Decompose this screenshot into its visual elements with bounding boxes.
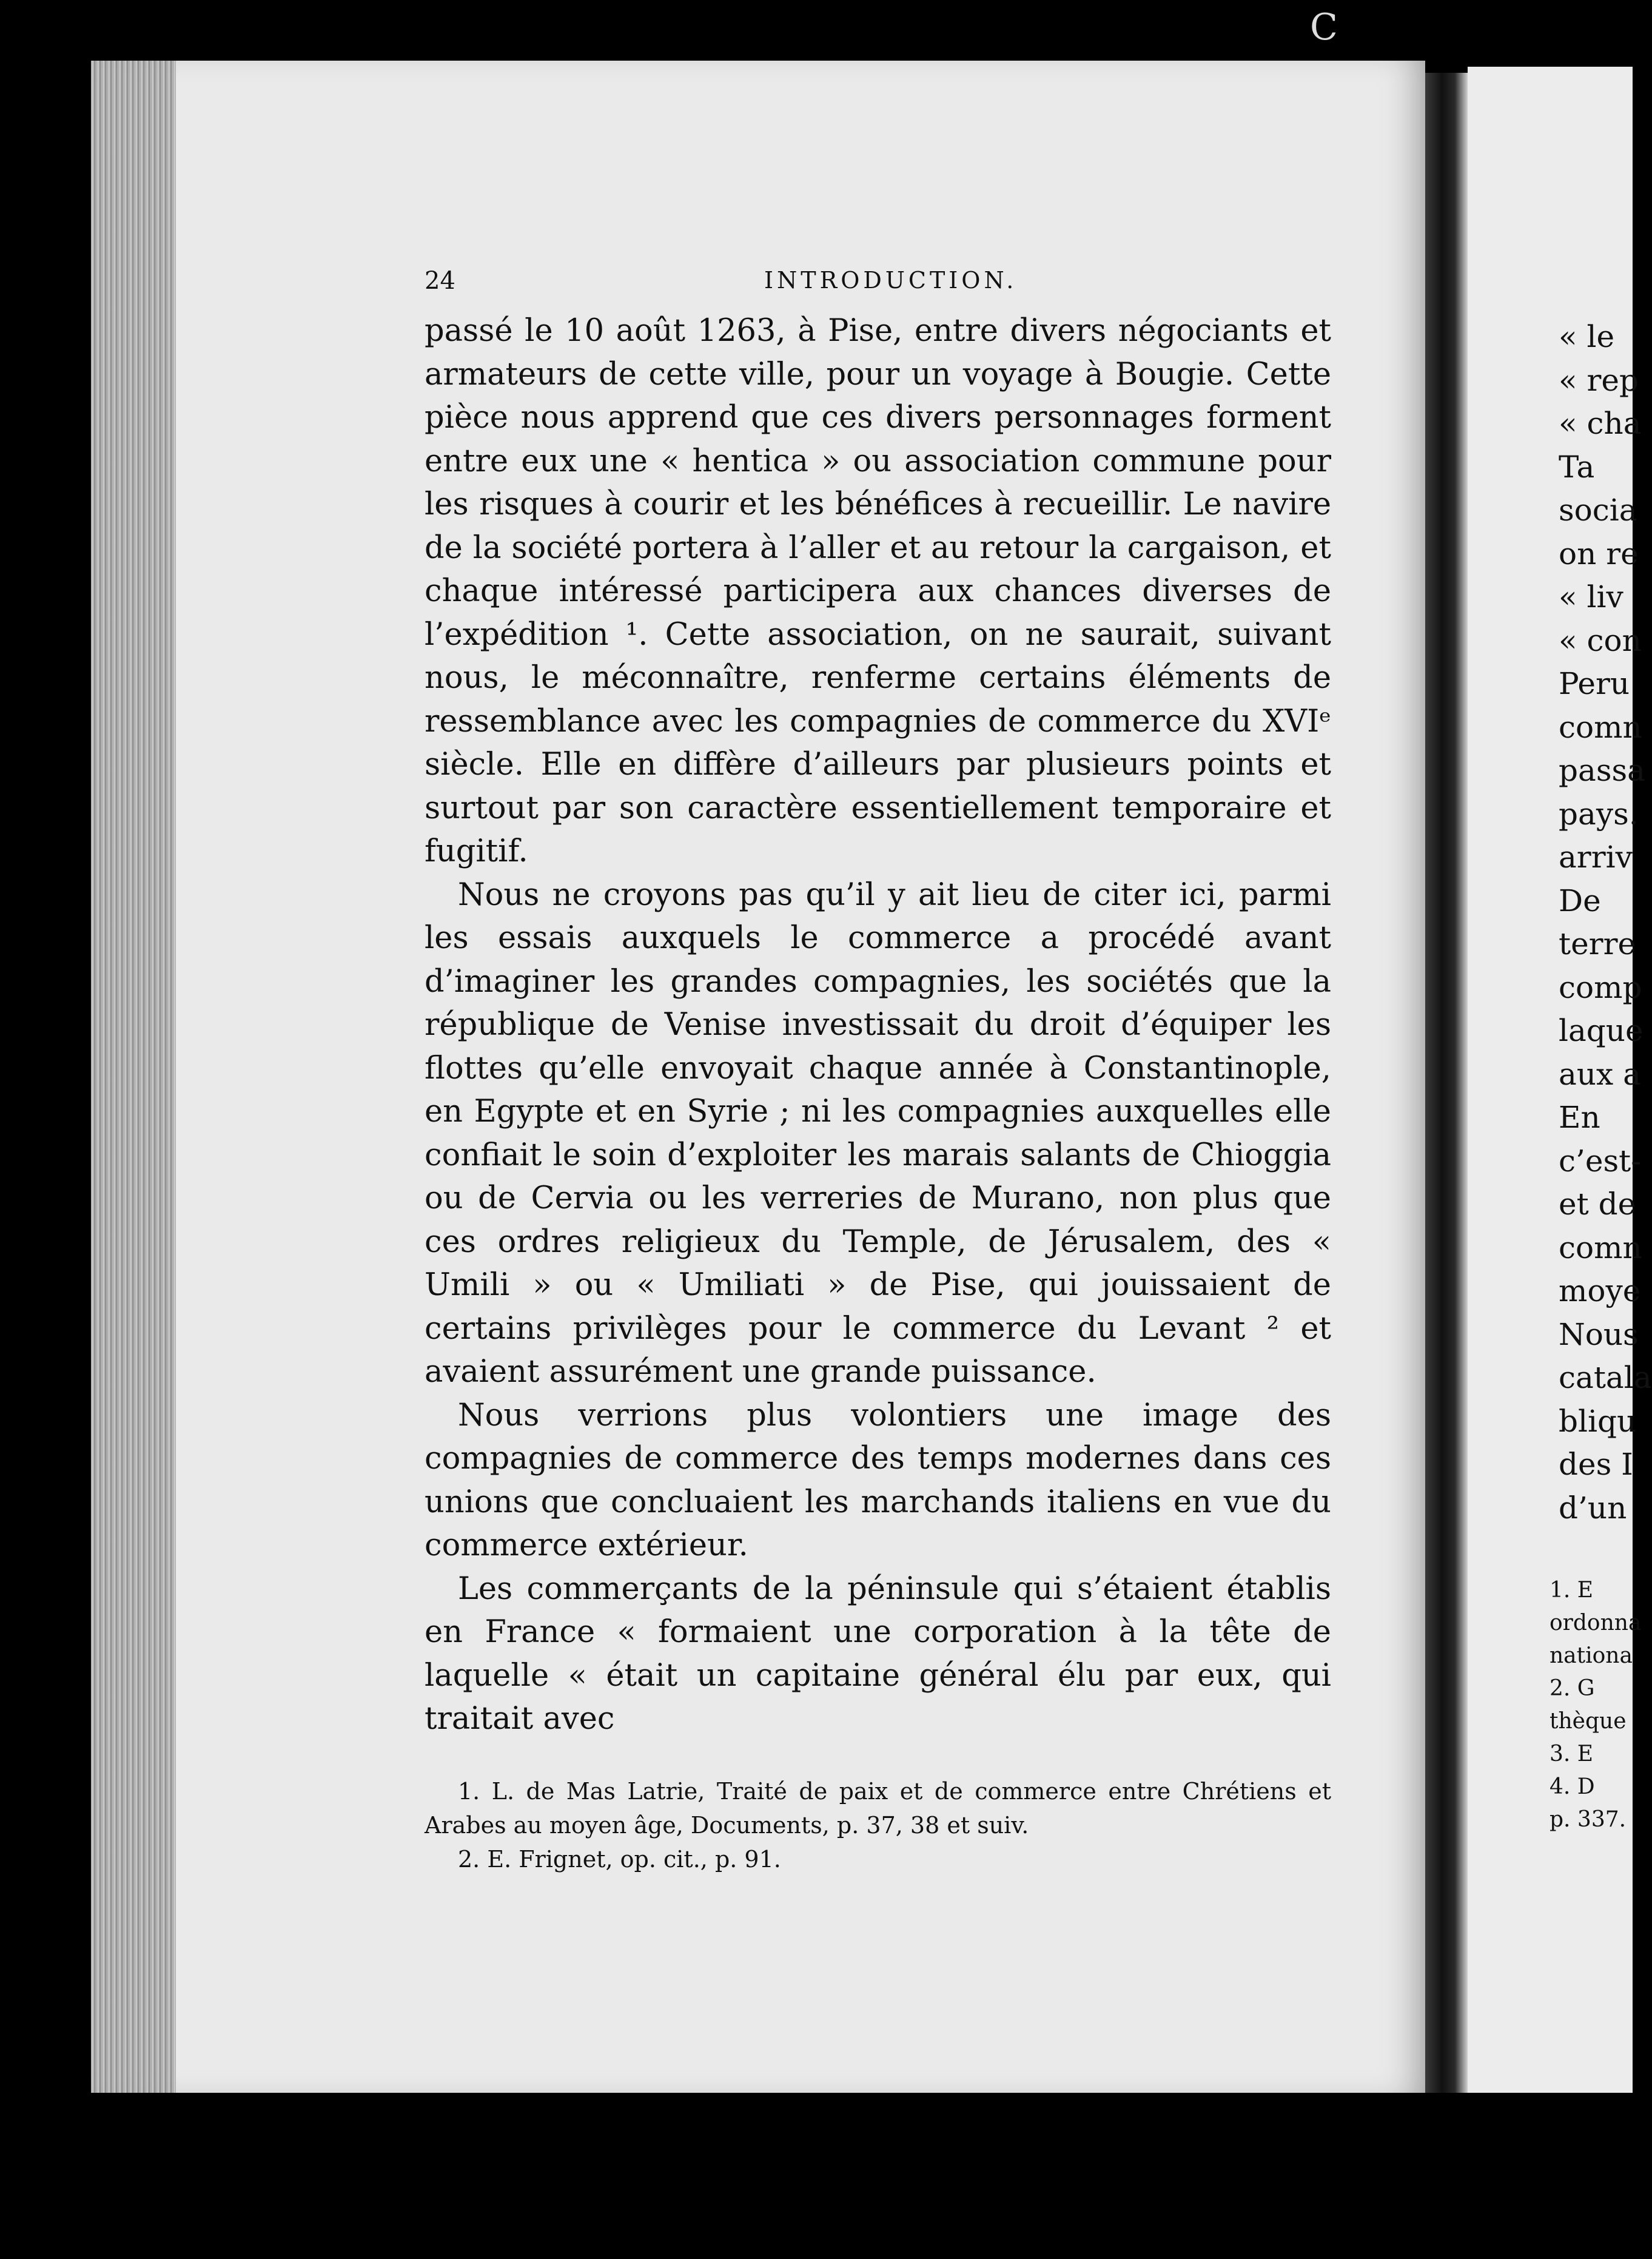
footnote: 1. L. de Mas Latrie, Traité de paix et de commerce entre Chrétiens et Arabes au moyen âge, Documents, p. 37, 38 et suiv.	[425, 1778, 1331, 1839]
right-page-line: aux a	[1559, 1056, 1641, 1092]
running-title: INTRODUCTION.	[764, 267, 1018, 294]
right-page-line: En	[1559, 1100, 1600, 1135]
right-page-line: Nous	[1559, 1316, 1639, 1352]
right-page-line: socia	[1559, 493, 1637, 528]
right-page-line: « liv	[1559, 579, 1623, 614]
right-page-line: c’est-	[1559, 1143, 1642, 1179]
right-page-line: Ta	[1559, 449, 1595, 485]
right-page-note: 4. D	[1550, 1774, 1595, 1799]
right-page-note: 3. E	[1550, 1742, 1594, 1766]
right-page-line: terre	[1559, 926, 1636, 961]
right-page-line: catala	[1559, 1360, 1652, 1395]
right-page-line: pays.	[1559, 796, 1639, 832]
right-page-note: 2. G	[1550, 1676, 1595, 1701]
paragraph: Nous verrions plus volontiers une image des compagnies de commerce des temps modernes dans ces unions que concluaient les marchands italiens en vue du commerce extérieur.	[425, 1397, 1331, 1563]
right-page-line: De	[1559, 883, 1601, 918]
footnotes	[425, 1774, 1331, 1876]
right-page-line: des I	[1559, 1447, 1633, 1482]
right-page-note: ordonna	[1550, 1611, 1642, 1635]
right-page-text	[1559, 315, 1652, 1530]
body-text	[425, 309, 1331, 1741]
right-page-note: nationa	[1550, 1643, 1633, 1668]
right-page-note: 1. E	[1550, 1578, 1594, 1603]
right-page-line: et de	[1559, 1187, 1636, 1222]
right-page-line: Peru	[1559, 666, 1630, 701]
right-page-line: « rep	[1559, 362, 1639, 398]
right-page-line: d’un	[1559, 1490, 1627, 1526]
right-page-line: « con	[1559, 622, 1642, 658]
right-page-line: bliqu	[1559, 1403, 1637, 1439]
page-edges	[91, 61, 176, 2093]
page-header	[425, 267, 1334, 303]
right-page-line: comn	[1559, 709, 1642, 745]
right-page-line: on re	[1559, 536, 1639, 571]
right-page-line: « le	[1559, 319, 1615, 354]
right-page-line: passa	[1559, 753, 1645, 788]
footnote: 2. E. Frignet, op. cit., p. 91.	[458, 1846, 781, 1873]
right-page-line: laque	[1559, 1013, 1644, 1048]
right-page-notes	[1550, 1574, 1642, 1836]
right-page-note: thèque	[1550, 1709, 1627, 1734]
book-gutter	[1425, 73, 1468, 2093]
right-page-line: moye	[1559, 1273, 1641, 1308]
right-page-line: « cha	[1559, 406, 1642, 441]
page-number: 24	[425, 267, 455, 295]
paragraph: passé le 10 août 1263, à Pise, entre divers négociants et armateurs de cette ville, pour un voyage à Bougie. Cette pièce nous apprend que ces divers personnages forment entre eux une « hentica » ou association commune pour les risques à courir et les bénéfices à recueillir. Le navire de la société portera à l’aller et au retour la cargaison, et chaque intéressé participera aux chances diverses de l’expédition ¹. Cette association, on ne saurait, suivant nous, le méconnaître, renferme certains éléments de ressemblance avec les compagnies de commerce du XVIᵉ siècle. Elle en diffère d’ailleurs par plusieurs points et surtout par son caractère essentiellement temporaire et fugitif.	[425, 313, 1331, 869]
right-page-note: p. 337.	[1550, 1807, 1627, 1832]
paragraph: Nous ne croyons pas qu’il y ait lieu de citer ici, parmi les essais auxquels le commerce a procédé avant d’imaginer les grandes compagnies, les sociétés que la république de Venise investissait du droit d’équiper les flottes qu’elle envoyait chaque année à Constantinople, en Egypte et en Syrie ; ni les compagnies auxquelles elle confiait le soin d’exploiter les marais salants de Chioggia ou de Cervia ou les verreries de Murano, non plus que ces ordres religieux du Temple, de Jérusalem, des « Umili » ou « Umiliati » de Pise, qui jouissaient de certains privilèges pour le commerce du Levant ² et avaient assurément une grande puissance.	[425, 877, 1331, 1390]
paragraph: Les commerçants de la péninsule qui s’étaient établis en France « formaient une corporation à la tête de laquelle « était un capitaine général élu par eux, qui traitait avec	[425, 1571, 1331, 1737]
right-page-line: comn	[1559, 1230, 1642, 1265]
corner-mark: C	[1310, 6, 1338, 49]
right-page-line: comp	[1559, 969, 1642, 1005]
right-page-line: arriv	[1559, 840, 1633, 875]
